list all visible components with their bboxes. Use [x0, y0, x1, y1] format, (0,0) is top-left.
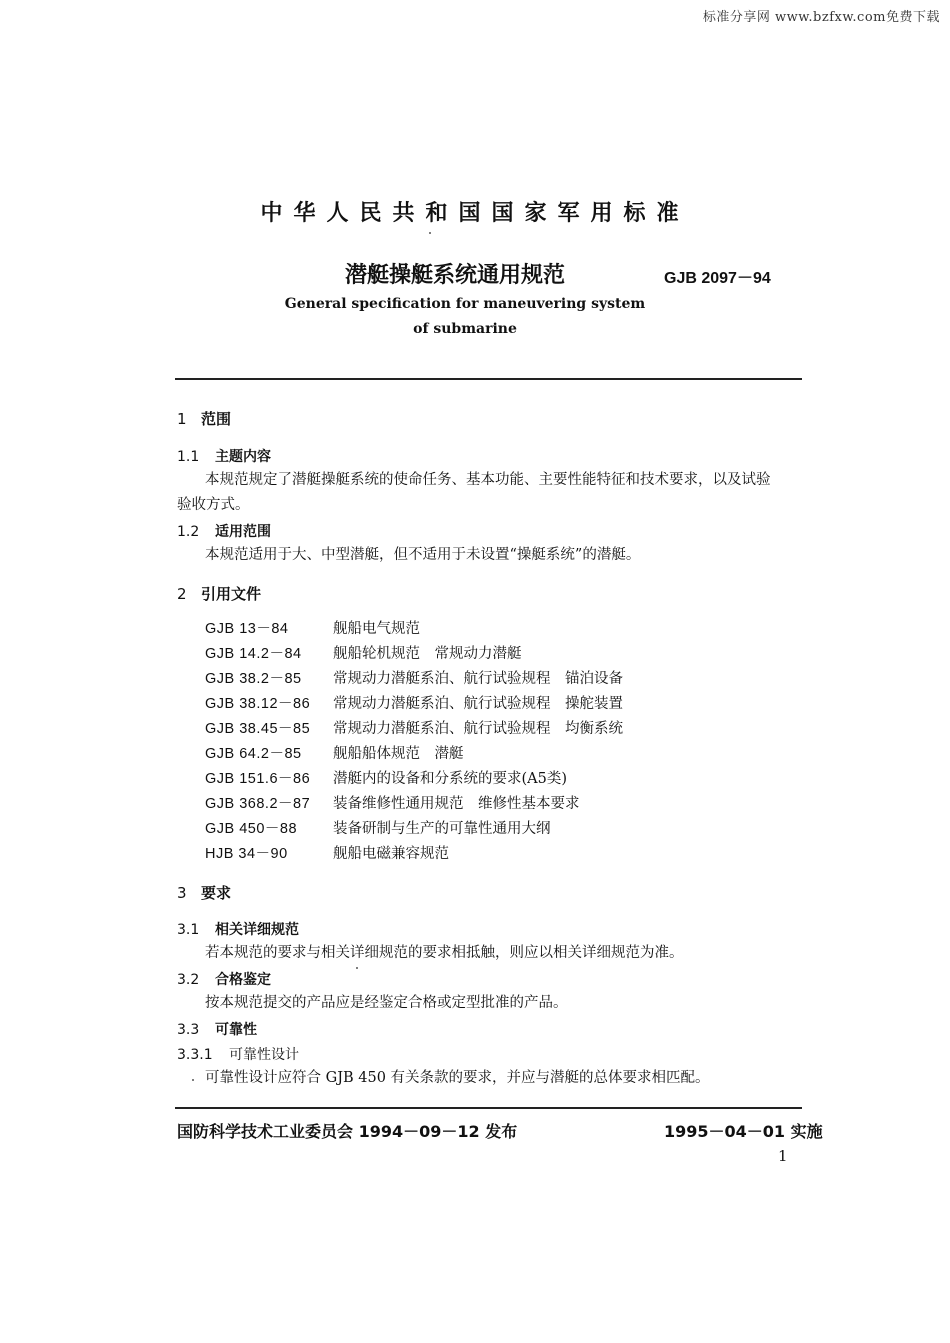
section-1-1-heading [177, 446, 271, 466]
section-number: 1.1 [177, 449, 200, 465]
reference-item [205, 842, 623, 867]
section-2-heading [177, 583, 261, 604]
section-3-3-heading [177, 1019, 257, 1039]
bottom-rule [175, 1107, 802, 1109]
reference-title: 舰船船体规范 潜艇 [333, 746, 464, 762]
section-3-3-1-heading [177, 1044, 299, 1064]
reference-title: 潜艇内的设备和分系统的要求(A5类) [333, 771, 568, 787]
section-number: 3.3 [177, 1022, 200, 1038]
reference-item [205, 767, 623, 792]
title-en-line1: General specification for maneuvering system [284, 296, 646, 312]
standard-header: 中华人民共和国国家军用标准 [260, 201, 690, 226]
reference-item [205, 667, 623, 692]
page-number: 1 [778, 1147, 788, 1165]
section-3-1-heading [177, 919, 299, 939]
section-title: 引用文件 [201, 585, 262, 603]
reference-code: GJB 64.2－85 [205, 746, 302, 762]
section-number: 3.2 [177, 972, 200, 988]
reference-item [205, 617, 623, 642]
reference-list [205, 617, 623, 867]
reference-code: HJB 34－90 [205, 846, 288, 862]
document-title-cn: 潜艇操艇系统通用规范 [345, 263, 566, 288]
section-title: 适用范围 [215, 524, 271, 540]
reference-title: 装备研制与生产的可靠性通用大纲 [333, 821, 551, 837]
reference-item [205, 792, 623, 817]
section-title: 范围 [201, 410, 232, 428]
reference-item [205, 692, 623, 717]
reference-title: 舰船轮机规范 常规动力潜艇 [333, 646, 522, 662]
top-rule [175, 378, 802, 380]
scan-speck [429, 232, 431, 234]
reference-code: GJB 38.12－86 [205, 696, 311, 712]
reference-item [205, 817, 623, 842]
reference-code: GJB 368.2－87 [205, 796, 311, 812]
reference-code: GJB 38.2－85 [205, 671, 302, 687]
reference-code: GJB 38.45－85 [205, 721, 311, 737]
title-en-line2: of submarine [413, 321, 517, 337]
section-title: 合格鉴定 [215, 972, 271, 988]
reference-item [205, 742, 623, 767]
section-3-2-heading [177, 969, 271, 989]
section-title: 相关详细规范 [215, 922, 299, 938]
reference-item [205, 642, 623, 667]
reference-item [205, 717, 623, 742]
section-3-2-text: 按本规范提交的产品应是经鉴定合格或定型批准的产品。 [205, 995, 568, 1011]
reference-code: GJB 450－88 [205, 821, 298, 837]
reference-code: GJB 151.6－86 [205, 771, 311, 787]
section-1-1-text: 本规范规定了潜艇操艇系统的使命任务、基本功能、主要性能特征和技术要求，以及试验验收方式。 [177, 472, 771, 513]
section-3-3-1-text: 可靠性设计应符合 GJB 450 有关条款的要求，并应与潜艇的总体要求相匹配。 [205, 1070, 710, 1086]
standard-code: GJB 2097－94 [664, 270, 771, 287]
reference-code: GJB 13－84 [205, 621, 289, 637]
section-1-2-heading [177, 521, 271, 541]
section-1-2-text: 本规范适用于大、中型潜艇，但不适用于未设置“操艇系统”的潜艇。 [205, 547, 641, 563]
reference-title: 常规动力潜艇系泊、航行试验规程 锚泊设备 [333, 671, 623, 687]
reference-code: GJB 14.2－84 [205, 646, 302, 662]
reference-title: 装备维修性通用规范 维修性基本要求 [333, 796, 580, 812]
section-number: 3 [177, 884, 187, 902]
issue-date: 国防科学技术工业委员会 1994－09－12 发布 [177, 1122, 518, 1141]
section-1-heading [177, 408, 231, 429]
section-title: 要求 [201, 884, 232, 902]
effective-date: 1995－04－01 实施 [664, 1122, 823, 1141]
watermark: 标准分享网 www.bzfxw.com免费下载 [702, 10, 940, 25]
scan-speck [192, 1079, 194, 1081]
section-number: 3.3.1 [177, 1047, 213, 1063]
reference-title: 舰船电气规范 [333, 621, 420, 637]
reference-title: 常规动力潜艇系泊、航行试验规程 均衡系统 [333, 721, 623, 737]
section-number: 1 [177, 410, 187, 428]
section-3-1-text: 若本规范的要求与相关详细规范的要求相抵触，则应以相关详细规范为准。 [205, 945, 684, 961]
reference-title: 常规动力潜艇系泊、航行试验规程 操舵装置 [333, 696, 623, 712]
document-title-en [250, 292, 680, 342]
section-number: 3.1 [177, 922, 200, 938]
reference-title: 舰船电磁兼容规范 [333, 846, 449, 862]
section-title: 可靠性 [215, 1022, 257, 1038]
section-title: 主题内容 [215, 449, 271, 465]
section-title: 可靠性设计 [229, 1047, 299, 1063]
scan-speck [356, 967, 358, 969]
section-3-heading [177, 882, 231, 903]
section-number: 2 [177, 585, 187, 603]
section-number: 1.2 [177, 524, 200, 540]
